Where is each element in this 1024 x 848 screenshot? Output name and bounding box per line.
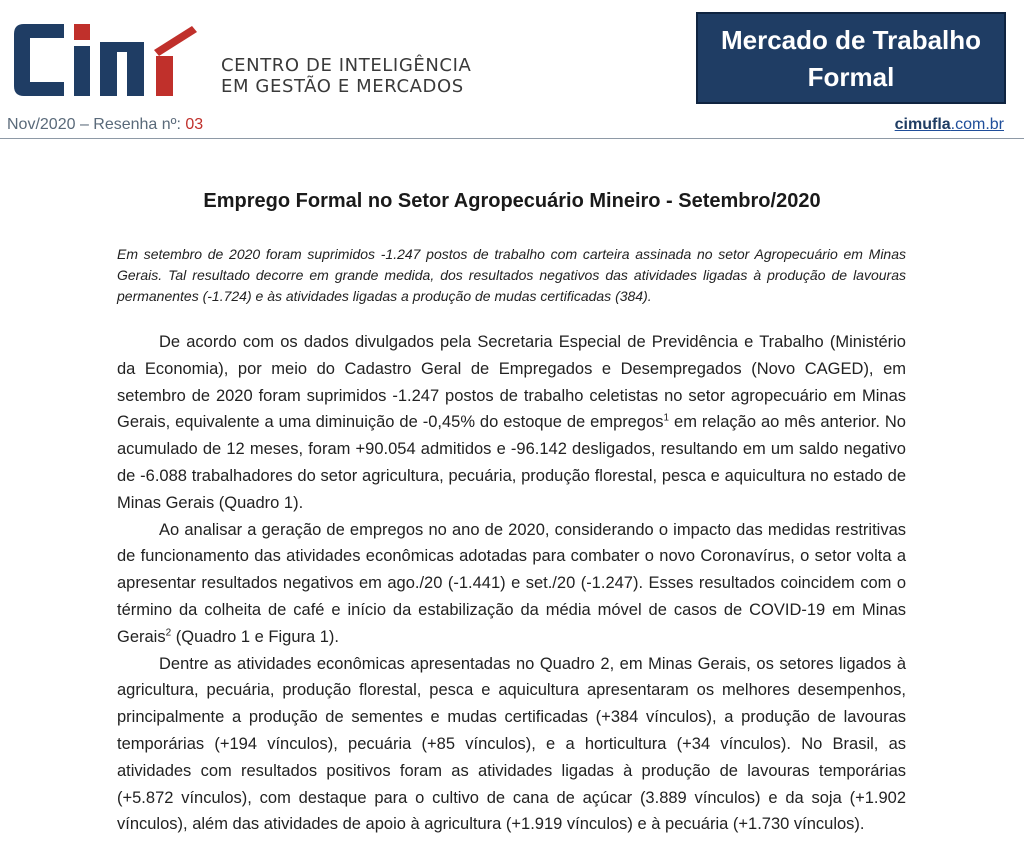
document-title: Emprego Formal no Setor Agropecuário Mineiro - Setembro/2020 <box>203 190 821 212</box>
abstract: Em setembro de 2020 foram suprimidos -1.247 postos de trabalho com carteira assinada no setor Agropecuário em Minas Gerais. Tal resultado decorre em grande medida, dos resultados negativos das atividades ligadas à produção de lavouras permanentes (-1.724) e às atividades ligadas a produção de mudas certificadas (384). <box>117 246 906 304</box>
org-name-line1: CENTRO DE INTELIGÊNCIA <box>221 55 472 76</box>
site-link[interactable] <box>895 116 1004 134</box>
footnote-ref-2[interactable]: 2 <box>165 627 172 639</box>
paragraph-1-text-b: em relação ao mês anterior. No acumulado de 12 meses, foram +90.054 admitidos e -96.142 desligados, resultando em um saldo negativo de -6.088 trabalhadores do setor agricultura, pecuária, produção florestal, pesca e aquicultura no estado de Minas Gerais (Quadro 1). <box>117 413 906 512</box>
body-text <box>117 329 906 838</box>
issue-number: 03 <box>185 116 204 133</box>
site-brand: cimufla <box>894 116 951 133</box>
header-divider <box>0 138 1024 139</box>
org-name-line2: EM GESTÃO E MERCADOS <box>221 76 464 97</box>
paragraph-2 <box>117 517 906 651</box>
section-title-line1: Mercado de Trabalho <box>720 25 982 55</box>
org-name <box>221 55 471 97</box>
paragraph-2-text-b: (Quadro 1 e Figura 1). <box>171 627 339 646</box>
paragraph-1-text-a: De acordo com os dados divulgados pela Secretaria Especial de Previdência e Trabalho (Ministério da Economia), por meio do Cadastro Geral de Empregados e Desempregados (Novo CAGED), em setembro de 2020 foram suprimidos -1.247 postos de trabalho celetistas no setor agropecuário em Minas Gerais, equivalente a uma diminuição de -0,45% do estoque de empregos <box>117 333 906 432</box>
page-header <box>0 0 1024 140</box>
issue-prefix: Nov/2020 – Resenha nº: <box>7 116 186 133</box>
footnote-ref-1[interactable]: 1 <box>663 412 670 424</box>
paragraph-3: Dentre as atividades econômicas apresentadas no Quadro 2, em Minas Gerais, os setores ligados à agricultura, pecuária, produção florestal, pesca e aquicultura apresentaram os melhores desempenhos, principalmente a produção de sementes e mudas certificadas (+384 vínculos), a produção de lavouras temporárias (+194 vínculos), pecuária (+85 vínculos), e a horticultura (+34 vínculos). No Brasil, as atividades com resultados positivos foram as atividades ligadas à produção de lavouras temporárias (+5.872 vínculos), com destaque para o cultivo de cana de açúcar (3.889 vínculos) e da soja (+1.902 vínculos), além das atividades de apoio à agricultura (+1.919 vínculos) e à pecuária (+1.730 vínculos). <box>117 654 906 834</box>
paragraph-2-text-a: Ao analisar a geração de empregos no ano de 2020, considerando o impacto das medidas restritivas de funcionamento das atividades econômicas adotadas para combater o novo Coronavírus, o setor volta a apresentar resultados negativos em ago./20 (-1.441) e set./20 (-1.247). Esses resultados coincidem com o término da colheita de café e início da estabilização da média móvel de casos de COVID-19 em Minas Gerais <box>117 520 906 646</box>
paragraph-1 <box>117 329 906 517</box>
section-title-line2: Formal <box>807 62 895 92</box>
site-domain: .com.br <box>950 116 1004 133</box>
cim-logo-icon <box>12 22 212 98</box>
issue-line <box>7 116 203 134</box>
section-title-box <box>696 12 1006 104</box>
